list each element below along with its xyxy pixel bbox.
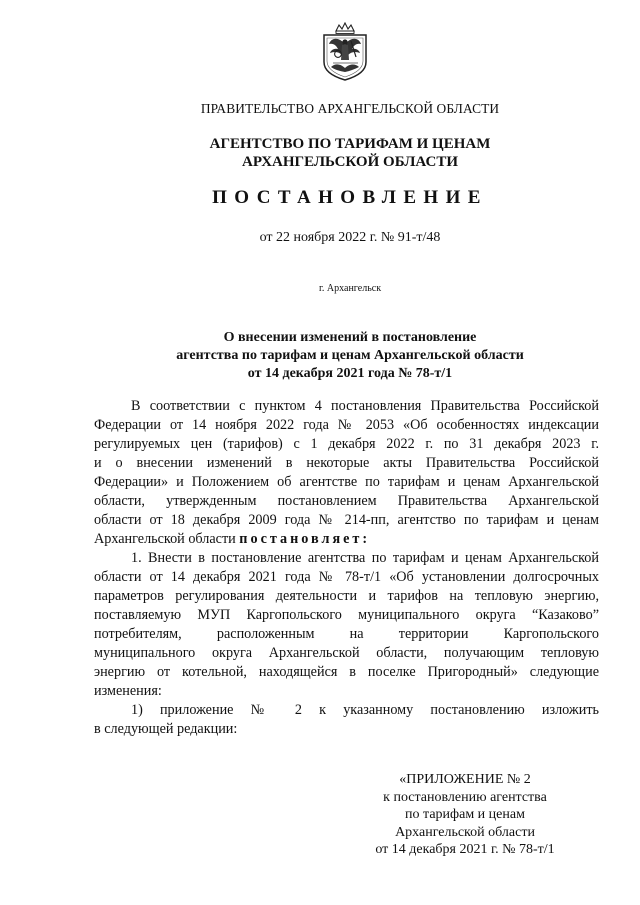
agency-title-line2: АРХАНГЕЛЬСКОЙ ОБЛАСТИ <box>242 154 458 170</box>
body-line: энергию от котельной, находящейся в поселке Пригородный» следующие <box>94 664 599 680</box>
body-line: в следующей редакции: <box>94 721 238 737</box>
subject-heading <box>40 329 640 383</box>
body-line: 1. Внести в постановление агентства по тарифам и ценам Архангельской <box>131 550 599 566</box>
coat-of-arms-emblem <box>318 22 372 82</box>
body-line: Федерации от 14 ноября 2022 года № 2053 «Об особенностях индексации <box>94 417 599 433</box>
subject-line1: О внесении изменений в постановление <box>223 330 477 345</box>
appendix-block <box>360 771 570 859</box>
body-line: области от 14 декабря 2021 года № 78-т/1 «Об установлении долгосрочных <box>94 569 599 585</box>
appendix-line1: «ПРИЛОЖЕНИЕ № 2 <box>399 772 531 787</box>
subject-line3: от 14 декабря 2021 года № 78-т/1 <box>247 366 453 381</box>
body-line: потребителям, расположенным на территории Каргопольского <box>94 626 599 642</box>
appendix-line5: от 14 декабря 2021 г. № 78-т/1 <box>375 842 555 858</box>
body-line: изменения: <box>94 683 162 699</box>
document-type-heading: ПОСТАНОВЛЕНИЕ <box>212 187 488 208</box>
body-line: области от 18 декабря 2009 года № 214-пп, агентство по тарифам и ценам <box>94 512 599 528</box>
body-line: 1) приложение № 2 к указанному постановлению изложить <box>131 702 599 718</box>
body-line: области, утвержденным постановлением Правительства Архангельской <box>94 493 599 509</box>
date-and-number: от 22 ноября 2022 г. № 91-т/48 <box>259 230 441 245</box>
body-line-decree <box>94 531 599 548</box>
government-title: ПРАВИТЕЛЬСТВО АРХАНГЕЛЬСКОЙ ОБЛАСТИ <box>200 101 500 116</box>
body-line: регулируемых цен (тарифов) с 1 декабря 2022 г. по 31 декабря 2023 г. <box>94 436 599 452</box>
body-line: В соответствии с пунктом 4 постановления Правительства Российской <box>131 398 599 414</box>
agency-title-line1: АГЕНТСТВО ПО ТАРИФАМ И ЦЕНАМ <box>209 136 491 152</box>
appendix-line2: к постановлению агентства <box>383 789 547 805</box>
body-line: параметров регулирования деятельности и тарифов на тепловую энергию, <box>94 588 599 604</box>
appendix-line3: по тарифам и ценам <box>405 807 525 823</box>
body-line: поставляемую МУП Каргопольского муниципального округа “Казаково” <box>94 607 599 623</box>
agency-title <box>40 135 640 171</box>
decree-word: постановляет: <box>239 531 371 547</box>
body-line: и о внесении изменений в некоторые акты Правительства Российской <box>94 455 599 471</box>
body-line: Федерации» и Положением об агентстве по тарифам и ценам Архангельской <box>94 474 599 490</box>
appendix-line4: Архангельской области <box>395 824 535 840</box>
subject-line2: агентства по тарифам и ценам Архангельской области <box>176 348 524 363</box>
body-line: муниципального округа Архангельской области, получающим тепловую <box>94 645 599 661</box>
city-label: г. Архангельск <box>318 283 382 294</box>
body-line-text: Архангельской области <box>94 531 236 547</box>
